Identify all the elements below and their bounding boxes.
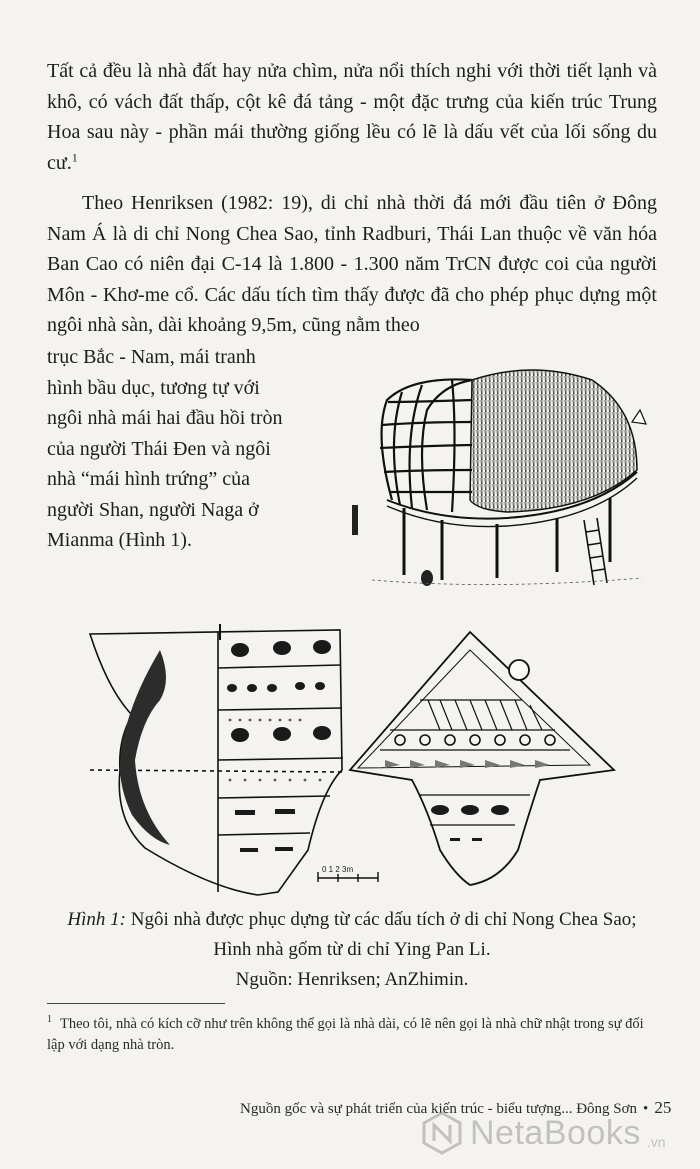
figure-caption xyxy=(47,905,657,995)
paragraph-3: trục Bắc - Nam, mái tranh hình bầu dục, tương tự với ngôi nhà mái hai đầu hồi tròn của người Thái Đen và ngôi nhà “mái hình trứng” của người Shan, người Naga ở Mianma (Hình 1). xyxy=(47,346,283,551)
footnote xyxy=(47,1014,659,1056)
footnote-number: 1 xyxy=(47,1014,52,1026)
watermark xyxy=(420,1108,690,1158)
watermark-text: NetaBooks xyxy=(470,1114,641,1152)
caption-line-3: Nguồn: Henriksen; AnZhimin. xyxy=(235,969,469,990)
paragraph-1-text: Tất cả đều là nhà đất hay nửa chìm, nửa nổi thích nghi với thời tiết lạnh và khô, có vách đất thấp, cột kê đá tảng - một đặc trưng của kiến trúc Trung Hoa sau này - phần mái thường giống lều có lẽ là dấu vết của lối sống du cư. xyxy=(47,60,657,174)
caption-line-2: Hình nhà gốm từ di chỉ Ying Pan Li. xyxy=(213,939,491,960)
footnote-reference[interactable]: 1 xyxy=(71,149,78,164)
scale-label: 0 1 2 3m xyxy=(322,865,354,874)
footer-bullet: • xyxy=(643,1101,649,1117)
pottery-house-model xyxy=(350,632,614,885)
caption-lead: Hình 1: xyxy=(67,909,126,930)
pottery-house-illustration xyxy=(60,620,640,900)
page-number: 25 xyxy=(654,1098,672,1117)
footnote-text: Theo tôi, nhà có kích cỡ như trên không thể gọi là nhà dài, có lẽ nên gọi là nhà chữ nhật trong sự đối lập với dạng nhà tròn. xyxy=(47,1016,644,1053)
stilt-house-illustration xyxy=(292,340,662,600)
paragraph-1 xyxy=(47,56,657,178)
footnote-divider xyxy=(47,1003,225,1004)
watermark-suffix: .vn xyxy=(646,1134,666,1150)
running-title: Nguồn gốc và sự phát triển của kiến trúc - biểu tượng... Đông Sơn xyxy=(240,1101,638,1117)
netabooks-logo-icon xyxy=(420,1111,464,1155)
paragraph-2: Theo Henriksen (1982: 19), di chỉ nhà thời đá mới đầu tiên ở Đông Nam Á là di chỉ Nong Chea Sao, tỉnh Radburi, Thái Lan thuộc về văn hóa Ban Cao có niên đại C-14 là 1.800 - 1.300 năm TrCN được coi của người Môn - Khơ-me cổ. Các dấu tích tìm thấy được đã cho phép phục dựng một ngôi nhà sàn, dài khoảng 9,5m, cũng nằm theo xyxy=(47,192,657,336)
caption-line-1: Ngôi nhà được phục dựng từ các dấu tích ở di chỉ Nong Chea Sao; xyxy=(126,909,637,930)
